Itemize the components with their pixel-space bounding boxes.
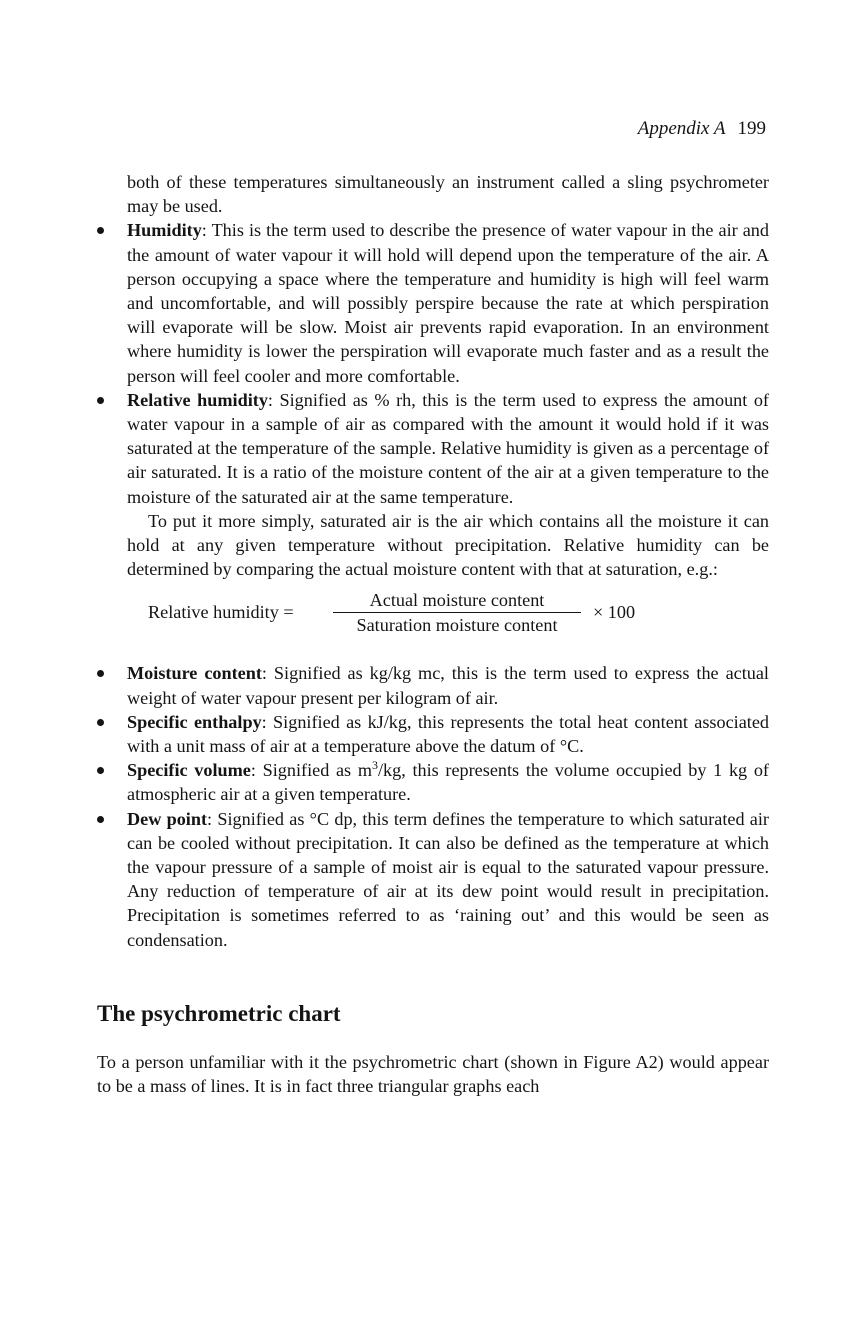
section-heading-wrap	[97, 1000, 769, 1028]
formula-fraction	[333, 589, 581, 636]
fraction-bar	[333, 612, 581, 613]
bullet-icon	[97, 670, 104, 677]
formula-denominator: Saturation moisture content	[356, 615, 558, 636]
page-body	[97, 170, 769, 1098]
section-paragraph: To a person unfamiliar with it the psychrometric chart (shown in Figure A2) would appear to be a mass of lines. It is in fact three triangular graphs each	[97, 1051, 769, 1097]
definition-moisture-content: : Signified as kg/kg mc, this is the term used to express the actual weight of water vapour present per kilogram of air.	[127, 663, 769, 708]
term-humidity: Humidity	[127, 220, 202, 241]
definition-relative-humidity: : Signified as % rh, this is the term used to express the amount of water vapour in a sample of air as compared with the amount it would hold if it was saturated at the temperature of the sample. Relative humidity is given as a percentage of air saturated. It is a ratio of the moisture content of the air at a given temperature to the moisture of the saturated air at the same temperature.	[127, 389, 769, 507]
list-item-text	[127, 758, 769, 806]
list-item-humidity	[97, 218, 769, 387]
list-item-text	[127, 710, 769, 758]
formula-multiplier: × 100	[593, 602, 636, 623]
list-item-specific-volume	[97, 758, 769, 806]
definition-humidity: : This is the term used to describe the presence of water vapour in the air and the amount of water vapour it will hold will depend upon the temperature of the air. A person occupying a space where the temperature and humidity is high will feel warm and uncomfortable, and will possibly perspire because the rate at which perspiration will evaporate will be slow. Moist air prevents rapid evaporation. In an environment where humidity is lower the perspiration will evaporate much faster and as a result the person will feel cooler and more comfortable.	[127, 220, 769, 386]
bullet-icon	[97, 816, 104, 823]
term-moisture-content: Moisture content	[127, 663, 262, 684]
list-item-text	[127, 218, 769, 387]
formula-lhs: Relative humidity =	[148, 602, 294, 623]
bullet-icon	[97, 227, 104, 234]
list-item-text	[127, 807, 769, 952]
list-item-moisture-content	[97, 661, 769, 709]
term-dew-point: Dew point	[127, 808, 208, 829]
list-item-relative-humidity	[97, 388, 769, 582]
term-specific-enthalpy: Specific enthalpy	[127, 711, 262, 732]
relative-humidity-formula	[97, 589, 769, 649]
term-specific-volume: Specific volume	[127, 760, 251, 781]
list-item-dew-point	[97, 807, 769, 952]
running-header-section: Appendix A	[637, 118, 726, 139]
definition-dew-point: : Signified as °C dp, this term defines the temperature to which saturated air can be cooled without precipitation. It can also be defined as the temperature at which the vapour pressure of a sample of moist air is equal to the saturated vapour pressure. Any reduction of temperature of air at its dew point would result in precipitation. Precipitation is sometimes referred to as ‘raining out’ and this would be seen as condensation.	[127, 808, 769, 950]
superscript-three: 3	[371, 758, 378, 773]
term-relative-humidity: Relative humidity	[127, 389, 268, 410]
page-number: 199	[737, 118, 766, 139]
list-item-text	[127, 661, 769, 709]
definition-specific-volume-post: /kg, this represents the volume occupied by 1 kg of atmospheric air at a given temperature.	[127, 760, 769, 805]
list-item-specific-enthalpy	[97, 710, 769, 758]
running-header	[638, 117, 766, 141]
intro-continuation-paragraph: both of these temperatures simultaneously an instrument called a sling psychrometer may be used.	[127, 172, 769, 217]
bullet-icon	[97, 767, 104, 774]
bullet-icon	[97, 397, 104, 404]
section-heading: The psychrometric chart	[97, 1000, 341, 1026]
bullet-icon	[97, 719, 104, 726]
list-item-text	[127, 388, 769, 509]
relative-humidity-follow-paragraph: To put it more simply, saturated air is the air which contains all the moisture it can hold at any given temperature without precipitation. Relative humidity can be determined by comparing the actual moisture content with that at saturation, e.g.:	[127, 510, 769, 580]
definition-specific-volume-pre: : Signified as m	[250, 760, 372, 781]
formula-numerator: Actual moisture content	[369, 590, 545, 611]
definition-specific-enthalpy: : Signified as kJ/kg, this represents the total heat content associated with a unit mass of air at a temperature above the datum of °C.	[127, 711, 769, 757]
